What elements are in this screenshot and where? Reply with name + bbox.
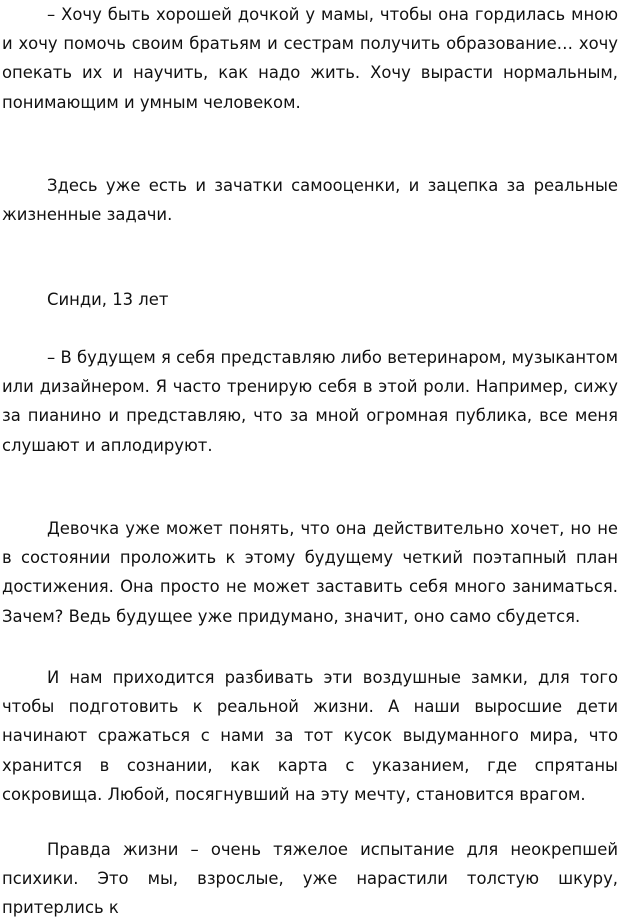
paragraph-quote-daughter: – Хочу быть хорошей дочкой у мамы, чтобы она гордилась мною и хочу помочь своим братьям и сестрам получить образование… хочу опекать их и научить, как надо жить. Хочу вырасти нормальным, понимающим и умным человеком. bbox=[2, 5, 618, 112]
paragraph-speaker-cindy: Синди, 13 лет bbox=[47, 290, 169, 309]
paragraph-quote-cindy: – В будущем я себя представляю либо ветеринаром, музыкантом или дизайнером. Я часто тренирую себя в этой роли. Например, сижу за пианино и представляю, что за мной огромная публика, все меня слушают и аплодируют. bbox=[2, 348, 618, 455]
paragraph-self-esteem-comment: Здесь уже есть и зачатки самооценки, и зацепка за реальные жизненные задачи. bbox=[2, 176, 618, 225]
paragraph-truth-of-life: Правда жизни – очень тяжелое испытание для неокрепшей психики. Это мы, взрослые, уже нарастили толстую шкуру, притерлись к bbox=[2, 840, 618, 918]
paragraph-girl-commentary: Девочка уже может понять, что она действительно хочет, но не в состоянии проложить к этому будущему четкий поэтапный план достижения. Она просто не может заставить себя много заниматься. Зачем? Ведь будущее уже придумано, значит, оно само сбудется. bbox=[2, 519, 618, 626]
paragraph-castles-in-air: И нам приходится разбивать эти воздушные замки, для того чтобы подготовить к реальной жизни. А наши выросшие дети начинают сражаться с нами за тот кусок выдуманного мира, что хранится в сознании, как карта с указанием, где спрятаны сокровища. Любой, посягнувший на эту мечту, становится врагом. bbox=[2, 668, 618, 804]
